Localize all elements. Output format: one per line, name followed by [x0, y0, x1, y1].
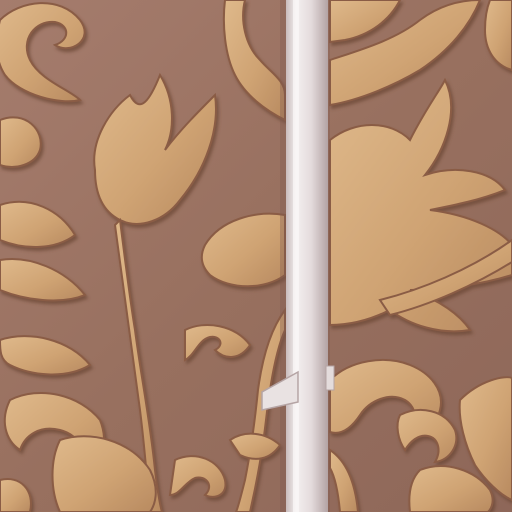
pipe-clip-tab: [326, 366, 334, 390]
